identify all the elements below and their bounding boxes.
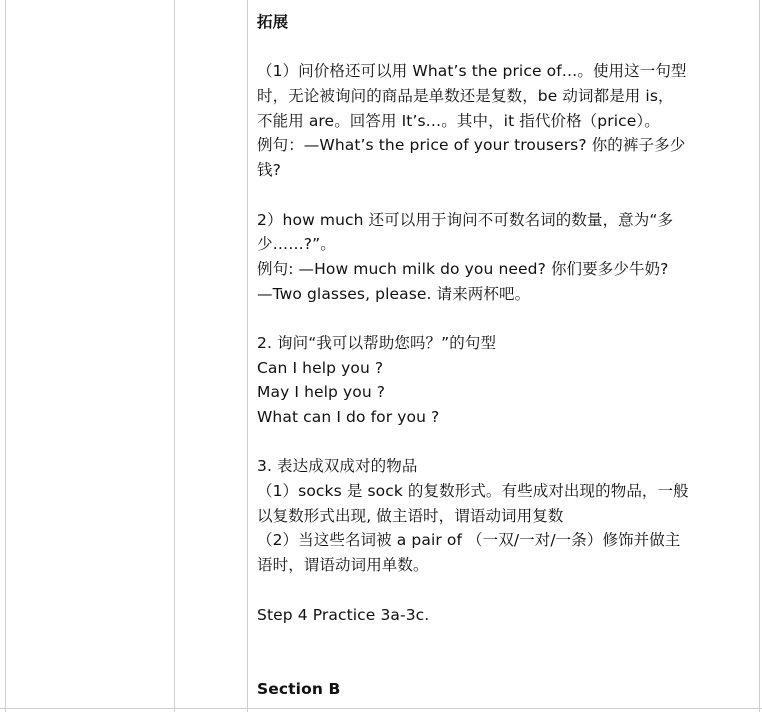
text-line: （1）socks 是 sock 的复数形式。有些成对出现的物品，一般 [257, 482, 689, 501]
blank-line [257, 183, 752, 208]
table-row-divider [0, 708, 762, 709]
text-line: 时，无论被询问的商品是单数还是复数，be 动词都是用 is， [257, 87, 674, 106]
section-heading-b: Section B [257, 679, 341, 698]
text-line: Can I help you ? [257, 358, 384, 377]
text-line: 3. 表达成双成对的物品 [257, 457, 418, 476]
text-line: 少……?”。 [257, 235, 336, 254]
text-line: May I help you ? [257, 383, 386, 402]
text-line: 不能用 are。回答用 It’s…。其中，it 指代价格（price）。 [257, 111, 660, 130]
text-line: 2. 询问“我可以帮助您吗？”的句型 [257, 333, 497, 352]
text-line: 语时，谓语动词用单数。 [257, 556, 429, 575]
step-heading: Step 4 Practice 3a-3c. [257, 605, 430, 624]
text-line: （2）当这些名词被 a pair of （一双/一对/一条）修饰并做主 [257, 531, 681, 550]
text-line: 2）how much 还可以用于询问不可数名词的数量，意为“多 [257, 210, 674, 229]
text-line: What can I do for you ? [257, 408, 440, 426]
section-heading-extension: 拓展 [257, 13, 289, 31]
text-line: 以复数形式出现, 做主语时，谓语动词用复数 [257, 506, 564, 525]
table-border-left [5, 0, 6, 712]
text-line: —Two glasses, please. 请来两杯吧。 [257, 284, 531, 303]
blank-line [257, 430, 752, 455]
blank-line [257, 306, 752, 331]
blank-line [257, 578, 752, 603]
text-line: 例句: —How much milk do you need? 你们要多少牛奶? [257, 259, 669, 278]
blank-line [257, 35, 752, 60]
lesson-content-cell [257, 10, 752, 701]
table-column-divider-2 [247, 0, 248, 712]
table-border-right [759, 0, 760, 712]
blank-space [257, 627, 752, 676]
text-line: 钱? [257, 161, 281, 180]
text-line: 例句：—What’s the price of your trousers? 你的裤子多少 [257, 136, 686, 155]
text-line: （1）问价格还可以用 What’s the price of…。使用这一句型 [257, 62, 687, 81]
table-column-divider-1 [174, 0, 175, 712]
